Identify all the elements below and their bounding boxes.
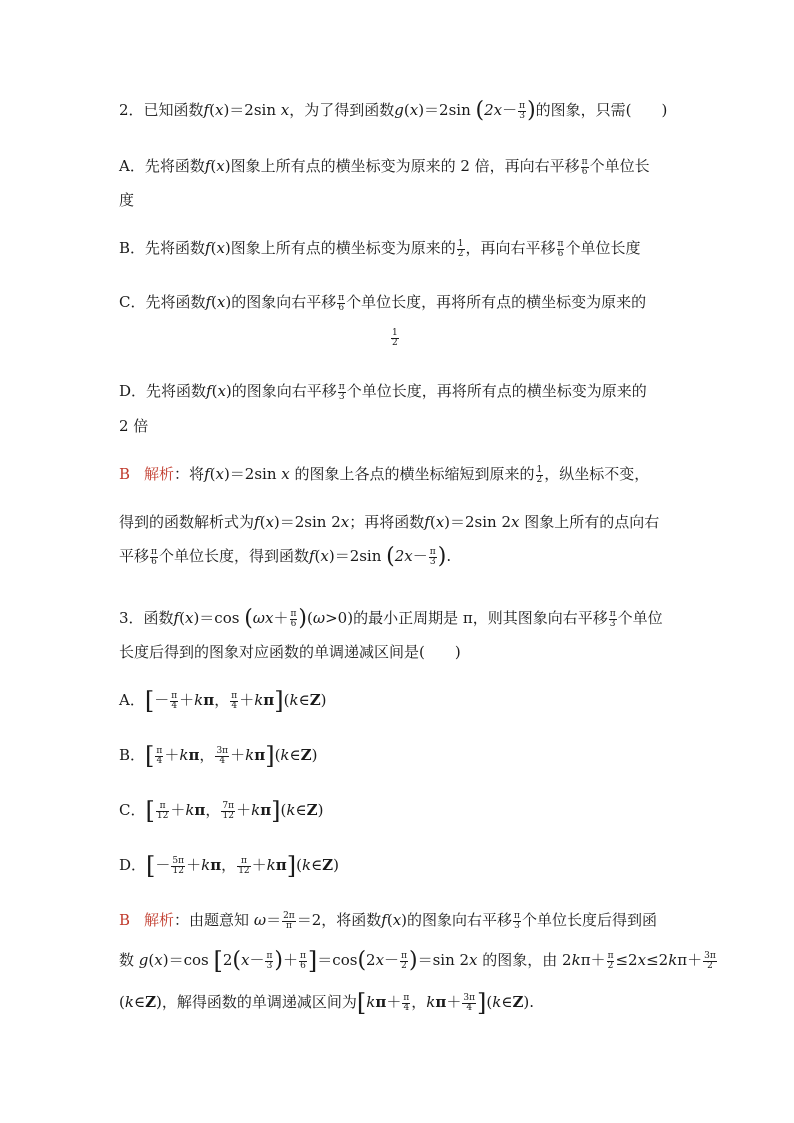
q2-option-c-line1: C．先将函数f(x)的图象向右平移 $\frac{\pi}{6}$ 个单位长度，再将所有点的横坐标变为原来的 (119, 292, 647, 313)
q3-answer-label: 解析 (144, 911, 175, 929)
q3-option-a: A．[－ $\frac{\pi}{4}$ ＋kπ， $\frac{\pi}{4}$ ＋kπ](k∈Z) (119, 687, 327, 715)
q3-solution-line3: (k∈Z)，解得函数的单调递减区间为[kπ＋ $\frac{\pi}{4}$ ，kπ＋ $\frac{3\pi}{4}$ ](k∈Z). (119, 989, 535, 1017)
q3-solution-line1: B 解析：由题意知 ω＝ $\frac{2\pi}{\pi}$ ＝2，将函数f(x)的图象向右平移 $\frac{\pi}{3}$ 个单位长度后得到函 (119, 910, 657, 931)
q2-option-c-line2: $\frac{1}{2}$ (392, 327, 398, 348)
q2-option-d-line2: 2 倍 (119, 417, 149, 435)
q2-answer-letter: B (119, 465, 131, 483)
q3-answer-letter: B (119, 911, 131, 929)
q2-solution-line2: 得到的函数解析式为f(x)＝2sin 2x；再将函数f(x)＝2sin 2x 图象上所有的点向右 (119, 513, 660, 531)
q3-option-d: D．[－ $\frac{5\pi}{12}$ ＋kπ， $\frac{\pi}{12}$ ＋kπ](k∈Z) (119, 852, 339, 880)
q2-option-d-line1: D．先将函数f(x)的图象向右平移 $\frac{\pi}{3}$ 个单位长度，再将所有点的横坐标变为原来的 (119, 381, 647, 402)
q2-solution-line1: B 解析：将f(x)＝2sin x 的图象上各点的横坐标缩短到原来的 $\frac{1}{2}$ ，纵坐标不变， (119, 464, 650, 485)
q2-solution-line3: 平移 $\frac{\pi}{6}$ 个单位长度，得到函数f(x)＝2sin (2x－ $\frac{\pi}{3}$ ). (119, 544, 452, 569)
q3-option-c: C．[ $\frac{\pi}{12}$ ＋kπ， $\frac{7\pi}{12}$ ＋kπ](k∈Z) (119, 797, 324, 825)
q2-stem: 2．已知函数f(x)＝2sin x，为了得到函数g(x)＝2sin (2x－ $\frac{\pi}{3}$ )的图象，只需( ) (119, 98, 668, 123)
q2-option-b: B．先将函数f(x)图象上所有点的横坐标变为原来的 $\frac{1}{2}$ ，再向右平移 $\frac{\pi}{6}$ 个单位长度 (119, 238, 641, 259)
q2-answer-label: 解析 (144, 465, 175, 483)
q2-option-a-line1: A．先将函数f(x)图象上所有点的横坐标变为原来的 2 倍，再向右平移 $\frac{\pi}{6}$ 个单位长 (119, 156, 650, 177)
q3-stem-line2: 长度后得到的图象对应函数的单调递减区间是( ) (119, 643, 461, 661)
q2-option-a-line2: 度 (119, 191, 135, 209)
q3-option-b: B．[ $\frac{\pi}{4}$ ＋kπ， $\frac{3\pi}{4}$ ＋kπ](k∈Z) (119, 742, 318, 770)
q3-solution-line2: 数 g(x)＝cos [2(x－ $\frac{\pi}{3}$ )＋ $\frac{\pi}{6}$ ]＝cos(2x－ $\frac{\pi}{2}$ )＝sin 2x 的图象，由 2kπ＋ $\frac{\pi}{2}$ ≤2x≤2kπ＋ $\frac{3\pi}{2}$ (119, 947, 716, 975)
q3-stem-line1: 3．函数f(x)＝cos (ωx＋ $\frac{\pi}{6}$ )(ω>0)的最小正周期是 π，则其图象向右平移 $\frac{\pi}{3}$ 个单位 (119, 606, 663, 631)
